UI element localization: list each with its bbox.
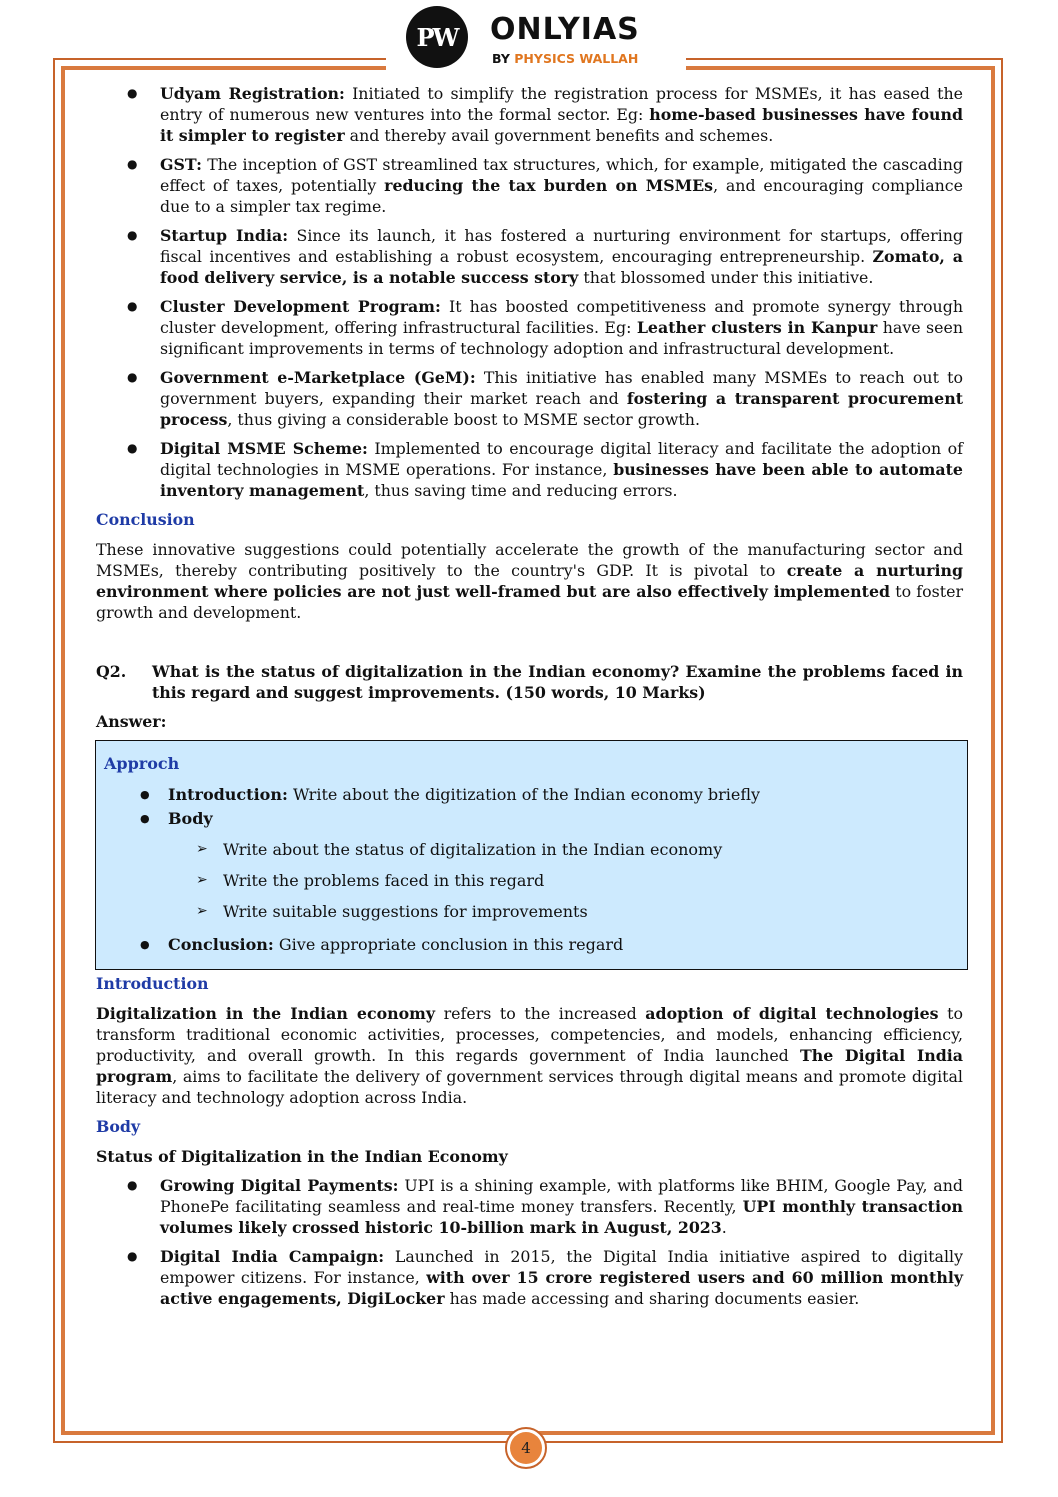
question-text: What is the status of digitalization in the Indian economy? Examine the problems faced in this regard and suggest improvements. (150 words, 10 Marks) bbox=[152, 662, 963, 702]
conclusion-paragraph: These innovative suggestions could potentially accelerate the growth of the manufacturing sector and MSMEs, thereby contributing positively to the country's GDP. It is pivotal to create a nurturing environment where policies are not just well-framed but are also effectively implemented to foster growth and development. bbox=[96, 540, 963, 622]
header-logo bbox=[386, 2, 686, 74]
page-number-badge bbox=[505, 1427, 547, 1469]
approach-heading: Approch bbox=[104, 754, 180, 773]
approach-item-body: ● Body bbox=[104, 808, 959, 829]
introduction-paragraph: Digitalization in the Indian economy refers to the increased adoption of digital technologies to transform traditional economic activities, processes, competencies, and models, enhancing efficiency, productivity, and overall growth. In this regards government of India launched The Digital India program, aims to facilitate the delivery of government services through digital means and promote digital literacy and technology adoption across India. bbox=[96, 1004, 963, 1107]
question-2 bbox=[96, 661, 963, 703]
approach-item-introduction: ● Introduction: Write about the digitization of the Indian economy briefly bbox=[104, 784, 959, 805]
list-item: ● Government e-Marketplace (GeM): This initiative has enabled many MSMEs to reach out to government buyers, expanding their market reach and fostering a transparent procurement process, thus giving a considerable boost to MSME sector growth. bbox=[96, 367, 963, 430]
approach-box bbox=[95, 740, 968, 970]
conclusion-heading: Conclusion bbox=[96, 510, 195, 529]
question-number: Q2. bbox=[96, 662, 127, 681]
list-item: ● Cluster Development Program: It has boosted competitiveness and promote synergy through cluster development, offering infrastructural facilities. Eg: Leather clusters in Kanpur have seen significant improvements in terms of technology adoption and infrastructural development. bbox=[96, 296, 963, 359]
list-item: ● GST: The inception of GST streamlined tax structures, which, for example, mitigated the cascading effect of taxes, potentially reducing the tax burden on MSMEs, and encouraging compliance due to a simpler tax regime. bbox=[96, 154, 963, 217]
list-item: ● Growing Digital Payments: UPI is a shining example, with platforms like BHIM, Google Pay, and PhonePe facilitating seamless and real-time money transfers. Recently, UPI monthly transaction volumes likely crossed historic 10-billion mark in August, 2023. bbox=[96, 1175, 963, 1238]
pw-logo-icon: PW bbox=[406, 6, 468, 68]
list-item: ● Digital MSME Scheme: Implemented to encourage digital literacy and facilitate the adoption of digital technologies in MSME operations. For instance, businesses have been able to automate inventory management, thus saving time and reducing errors. bbox=[96, 438, 963, 501]
approach-subitem: ➢ Write suitable suggestions for improvements bbox=[104, 901, 959, 922]
page-content bbox=[96, 83, 963, 1317]
approach-subitem: ➢ Write about the status of digitalization in the Indian economy bbox=[104, 839, 959, 860]
list-item: ● Digital India Campaign: Launched in 2015, the Digital India initiative aspired to digitally empower citizens. For instance, with over 15 crore registered users and 60 million monthly active engagements, DigiLocker has made accessing and sharing documents easier. bbox=[96, 1246, 963, 1309]
brand-name: ONLYIAS bbox=[490, 12, 640, 47]
brand-subtitle: BY PHYSICS WALLAH bbox=[492, 51, 639, 66]
body-heading: Body bbox=[96, 1117, 141, 1136]
list-item: ● Udyam Registration: Initiated to simplify the registration process for MSMEs, it has eased the entry of numerous new ventures into the formal sector. Eg: home-based businesses have found it simpler to register and thereby avail government benefits and schemes. bbox=[96, 83, 963, 146]
body-subheading: Status of Digitalization in the Indian Economy bbox=[96, 1147, 508, 1166]
approach-subitem: ➢ Write the problems faced in this regard bbox=[104, 870, 959, 891]
answer-label: Answer: bbox=[96, 712, 167, 731]
introduction-heading: Introduction bbox=[96, 974, 209, 993]
page-number: 4 bbox=[510, 1432, 542, 1464]
list-item: ● Startup India: Since its launch, it has fostered a nurturing environment for startups, offering fiscal incentives and establishing a robust ecosystem, encouraging entrepreneurship. Zomato, a food delivery service, is a notable success story that blossomed under this initiative. bbox=[96, 225, 963, 288]
approach-item-conclusion: ● Conclusion: Give appropriate conclusion in this regard bbox=[104, 934, 959, 955]
